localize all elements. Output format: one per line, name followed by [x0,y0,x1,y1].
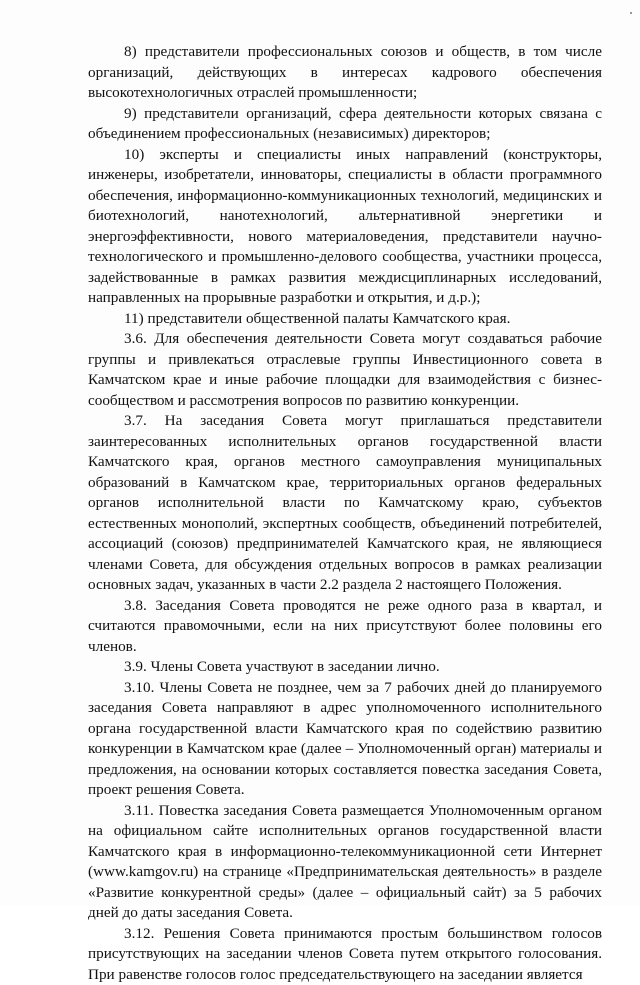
paragraph-3-9: 3.9. Члены Совета участвуют в заседании лично. [88,657,602,678]
paragraph-3-10: 3.10. Члены Совета не позднее, чем за 7 рабочих дней до планируемого заседания Совета направляют в адрес уполномоченного исполнительного органа государственной власти Камчатского края по содействию развитию конкуренции в Камчатском крае (далее – Уполномоченный орган) материалы и предложения, на основании которых составляется повестка заседания Совета, проект решения Совета. [88,678,602,801]
paragraph-3-8: 3.8. Заседания Совета проводятся не реже одного раза в квартал, и считаются правомочными, если на них присутствуют более половины его членов. [88,596,602,658]
paragraph-item-11: 11) представители общественной палаты Камчатского края. [88,309,602,330]
paragraph-3-7: 3.7. На заседания Совета могут приглашаться представители заинтересованных исполнительных органов государственной власти Камчатского края, органов местного самоуправления муниципальных образований в Камчатском крае, территориальных органов федеральных органов исполнительной власти по Камчатскому краю, субъектов естественных монополий, экспертных сообществ, объединений потребителей, ассоциаций (союзов) предпринимателей Камчатского края, не являющиеся членами Совета, для обсуждения отдельных вопросов в рамках реализации основных задач, указанных в части 2.2 раздела 2 настоящего Положения. [88,411,602,596]
document-body [88,42,602,985]
paragraph-item-8: 8) представители профессиональных союзов и обществ, в том числе организаций, действующих в интересах кадрового обеспечения высокотехнологичных отраслей промышленности; [88,42,602,104]
paragraph-3-6: 3.6. Для обеспечения деятельности Совета могут создаваться рабочие группы и привлекаться отраслевые группы Инвестиционного совета в Камчатском крае и иные рабочие площадки для взаимодействия с бизнес-сообществом и рассмотрения вопросов по развитию конкуренции. [88,329,602,411]
paragraph-item-9: 9) представители организаций, сфера деятельности которых связана с объединением профессиональных (независимых) директоров; [88,104,602,145]
paragraph-3-12: 3.12. Решения Совета принимаются простым большинством голосов присутствующих на заседании членов Совета путем открытого голосования. При равенстве голосов голос председательствующего на заседании является [88,924,602,985]
paragraph-3-11: 3.11. Повестка заседания Совета размещается Уполномоченным органом на официальном сайте исполнительных органов государственной власти Камчатского края в информационно-телекоммуникационной сети Интернет (www.kamgov.ru) на странице «Предпринимательская деятельность» в разделе «Развитие конкурентной среды» (далее – официальный сайт) за 5 рабочих дней до даты заседания Совета. [88,801,602,924]
paragraph-item-10: 10) эксперты и специалисты иных направлений (конструкторы, инженеры, изобретатели, инноваторы, специалисты в области программного обеспечения, информационно-коммуникационных технологий, медицинских и биотехнологий, нанотехнологий, альтернативной энергетики и энергоэффективности, нового материаловедения, представители научно-технологического и промышленно-делового сообщества, участники процесса, задействованные в рамках развития междисциплинарных исследований, направленных на прорывные разработки и открытия, и д.р.); [88,145,602,309]
scan-speck [630,12,632,14]
